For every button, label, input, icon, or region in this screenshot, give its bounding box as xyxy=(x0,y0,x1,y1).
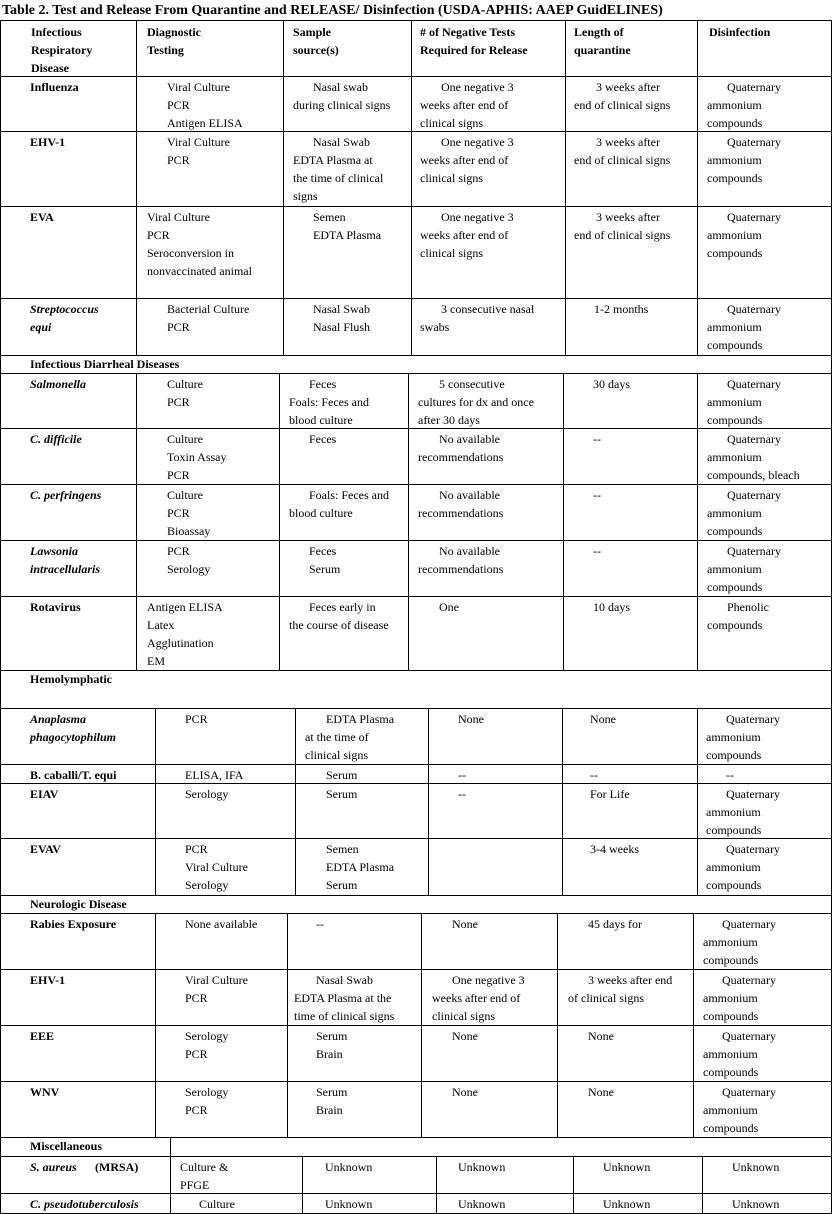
section-heading: Neurologic Disease xyxy=(30,897,127,911)
cell-sample: Feces early in the course of disease xyxy=(289,600,389,632)
cell-negative: None xyxy=(452,917,478,931)
cell-sample: Unknown xyxy=(325,1197,373,1211)
cell-quarantine: 3-4 weeks xyxy=(590,842,639,856)
cell-quarantine: For Life xyxy=(590,787,630,801)
cell-sample: Nasal Swab EDTA Plasma at the time of clinical signs xyxy=(294,973,395,1023)
cell-disease: Streptococcus equi xyxy=(30,302,99,334)
cell-negative: 5 consecutive cultures for dx and once after 30 days xyxy=(418,377,534,427)
cell-negative: One negative 3 weeks after end of clinical signs xyxy=(420,135,514,185)
cell-disinfection: Quaternary ammonium compounds xyxy=(707,488,781,538)
cell-disinfection: Quaternary ammonium compounds xyxy=(707,544,781,594)
cell-disinfection: Quaternary ammonium compounds xyxy=(706,842,780,892)
cell-quarantine: -- xyxy=(593,488,601,502)
cell-quarantine: 3 weeks after end of clinical signs xyxy=(574,135,671,167)
cell-negative: No available recommendations xyxy=(418,544,504,576)
cell-sample: Feces xyxy=(309,432,337,446)
cell-negative: No available recommendations xyxy=(418,488,504,520)
table-title: Table 2. Test and Release From Quarantine and RELEASE/ Disinfection (USDA-APHIS: AAEP GuidELINES) xyxy=(2,3,663,18)
cell-disease-suffix: (MRSA) xyxy=(92,1160,139,1174)
cell-testing: Viral Culture PCR xyxy=(167,135,230,167)
cell-testing: Viral Culture PCR xyxy=(185,973,248,1005)
cell-negative: 3 consecutive nasal swabs xyxy=(420,302,535,334)
cell-quarantine: 1-2 months xyxy=(594,302,649,316)
cell-testing: Culture Toxin Assay PCR xyxy=(167,432,227,482)
cell-disease: Rotavirus xyxy=(30,600,81,614)
cell-negative: -- xyxy=(458,787,466,801)
section-heading: Infectious Diarrheal Diseases xyxy=(30,357,180,371)
cell-disinfection: Quaternary ammonium compounds xyxy=(707,210,781,260)
cell-negative: Unknown xyxy=(458,1197,506,1211)
cell-sample: Serum xyxy=(326,768,358,782)
cell-sample: -- xyxy=(316,917,324,931)
cell-negative: None xyxy=(452,1085,478,1099)
cell-testing: Antigen ELISA Latex Agglutination EM xyxy=(147,600,223,668)
cell-quarantine: None xyxy=(590,712,616,726)
cell-disease: Lawsonia intracellularis xyxy=(30,544,101,576)
cell-disinfection: Quaternary ammonium compounds xyxy=(707,80,781,130)
cell-testing: PCR Viral Culture Serology xyxy=(185,842,248,892)
cell-quarantine: -- xyxy=(593,544,601,558)
cell-disease: EHV-1 xyxy=(30,973,66,987)
cell-testing: Bacterial Culture PCR xyxy=(167,302,250,334)
cell-disinfection: Quaternary ammonium compounds xyxy=(707,135,781,185)
cell-disinfection: Quaternary ammonium compounds xyxy=(706,787,780,837)
cell-quarantine: 3 weeks after end of clinical signs xyxy=(574,210,671,242)
cell-disease: EVA xyxy=(30,210,54,224)
cell-disease: C. perfringens xyxy=(30,488,102,502)
cell-disinfection: Quaternary ammonium compounds xyxy=(707,377,781,427)
cell-testing: None available xyxy=(185,917,258,931)
cell-quarantine: -- xyxy=(590,768,598,782)
cell-disease: C. pseudotuberculosis xyxy=(30,1197,139,1211)
cell-disease: B. caballi/T. equi xyxy=(30,768,117,782)
cell-negative: One negative 3 weeks after end of clinical signs xyxy=(420,210,514,260)
cell-testing: ELISA, IFA xyxy=(185,768,244,782)
cell-sample: Nasal Swab Nasal Flush xyxy=(313,302,370,334)
header-disinfection: Disinfection xyxy=(709,25,771,39)
cell-quarantine: Unknown xyxy=(603,1197,651,1211)
cell-testing: Culture PCR Bioassay xyxy=(167,488,211,538)
section-heading: Hemolymphatic xyxy=(30,672,112,686)
cell-sample: Foals: Feces and blood culture xyxy=(289,488,389,520)
cell-sample: Serum Brain xyxy=(316,1085,348,1117)
cell-negative: None xyxy=(458,712,484,726)
cell-disinfection: Phenolic compounds xyxy=(707,600,769,632)
cell-negative: None xyxy=(452,1029,478,1043)
header-quarantine: Length of quarantine xyxy=(574,25,631,57)
cell-disinfection: Quaternary ammonium compounds xyxy=(703,917,776,967)
cell-testing: Serology xyxy=(185,787,229,801)
cell-quarantine: 30 days xyxy=(593,377,630,391)
cell-sample: Serum xyxy=(326,787,358,801)
header-disease: Infectious Respiratory Disease xyxy=(31,25,93,75)
cell-negative: One negative 3 weeks after end of clinical signs xyxy=(432,973,525,1023)
cell-disease: Anaplasma phagocytophilum xyxy=(30,712,117,744)
cell-testing: Viral Culture PCR Antigen ELISA xyxy=(167,80,243,130)
cell-quarantine: 10 days xyxy=(593,600,630,614)
cell-disinfection: -- xyxy=(726,768,734,782)
cell-disinfection: Quaternary ammonium compounds xyxy=(703,1029,776,1079)
cell-quarantine: None xyxy=(588,1085,614,1099)
cell-negative: One xyxy=(439,600,459,614)
cell-negative: One negative 3 weeks after end of clinical signs xyxy=(420,80,514,130)
cell-disinfection: Quaternary ammonium compounds xyxy=(706,712,780,762)
cell-testing: Serology PCR xyxy=(185,1029,229,1061)
cell-negative: -- xyxy=(458,768,466,782)
cell-sample: Nasal Swab EDTA Plasma at the time of clinical signs xyxy=(293,135,384,203)
cell-testing: PCR xyxy=(185,712,208,726)
cell-testing: Culture xyxy=(199,1197,235,1211)
cell-testing: PCR Serology xyxy=(167,544,211,576)
cell-testing: Culture PCR xyxy=(167,377,203,409)
cell-disinfection: Unknown xyxy=(732,1197,780,1211)
cell-disease: Rabies Exposure xyxy=(30,917,117,931)
cell-quarantine: 3 weeks after end of clinical signs xyxy=(574,80,671,112)
cell-disease: WNV xyxy=(30,1085,60,1099)
cell-quarantine: 3 weeks after end of clinical signs xyxy=(568,973,673,1005)
cell-disinfection: Quaternary ammonium compounds xyxy=(707,302,781,352)
cell-disinfection: Quaternary ammonium compounds, bleach xyxy=(707,432,800,482)
header-negative: # of Negative Tests Required for Release xyxy=(420,25,528,57)
header-sample: Sample source(s) xyxy=(293,25,339,57)
cell-testing: Serology PCR xyxy=(185,1085,229,1117)
cell-testing: Culture & PFGE xyxy=(180,1160,229,1192)
cell-disease: EEE xyxy=(30,1029,55,1043)
cell-sample: Serum Brain xyxy=(316,1029,348,1061)
cell-disease: C. difficile xyxy=(30,432,82,446)
cell-disinfection: Quaternary ammonium compounds xyxy=(703,973,776,1023)
cell-disease: EHV-1 xyxy=(30,135,66,149)
cell-quarantine: 45 days for xyxy=(588,917,642,931)
cell-sample: Feces Serum xyxy=(309,544,341,576)
header-testing: Diagnostic Testing xyxy=(147,25,201,57)
cell-sample: Semen EDTA Plasma Serum xyxy=(326,842,395,892)
cell-sample: EDTA Plasma at the time of clinical signs xyxy=(305,712,395,762)
cell-disease: EIAV xyxy=(30,787,59,801)
cell-disease: Salmonella xyxy=(30,377,87,391)
cell-sample: Semen EDTA Plasma xyxy=(313,210,382,242)
cell-disease: S. aureus xyxy=(30,1160,77,1174)
cell-quarantine: None xyxy=(588,1029,614,1043)
cell-sample: Unknown xyxy=(325,1160,373,1174)
cell-quarantine: -- xyxy=(593,432,601,446)
cell-negative: Unknown xyxy=(458,1160,506,1174)
cell-disease: Influenza xyxy=(30,80,79,94)
cell-sample: Feces Foals: Feces and blood culture xyxy=(289,377,369,427)
cell-testing: Viral Culture PCR Seroconversion in nonvaccinated animal xyxy=(147,210,252,278)
cell-quarantine: Unknown xyxy=(603,1160,651,1174)
cell-sample: Nasal swab during clinical signs xyxy=(293,80,391,112)
section-heading: Miscellaneous xyxy=(30,1139,102,1153)
cell-disinfection: Quaternary ammonium compounds xyxy=(703,1085,776,1135)
cell-disease: EVAV xyxy=(30,842,61,856)
cell-negative: No available recommendations xyxy=(418,432,504,464)
cell-disinfection: Unknown xyxy=(732,1160,780,1174)
